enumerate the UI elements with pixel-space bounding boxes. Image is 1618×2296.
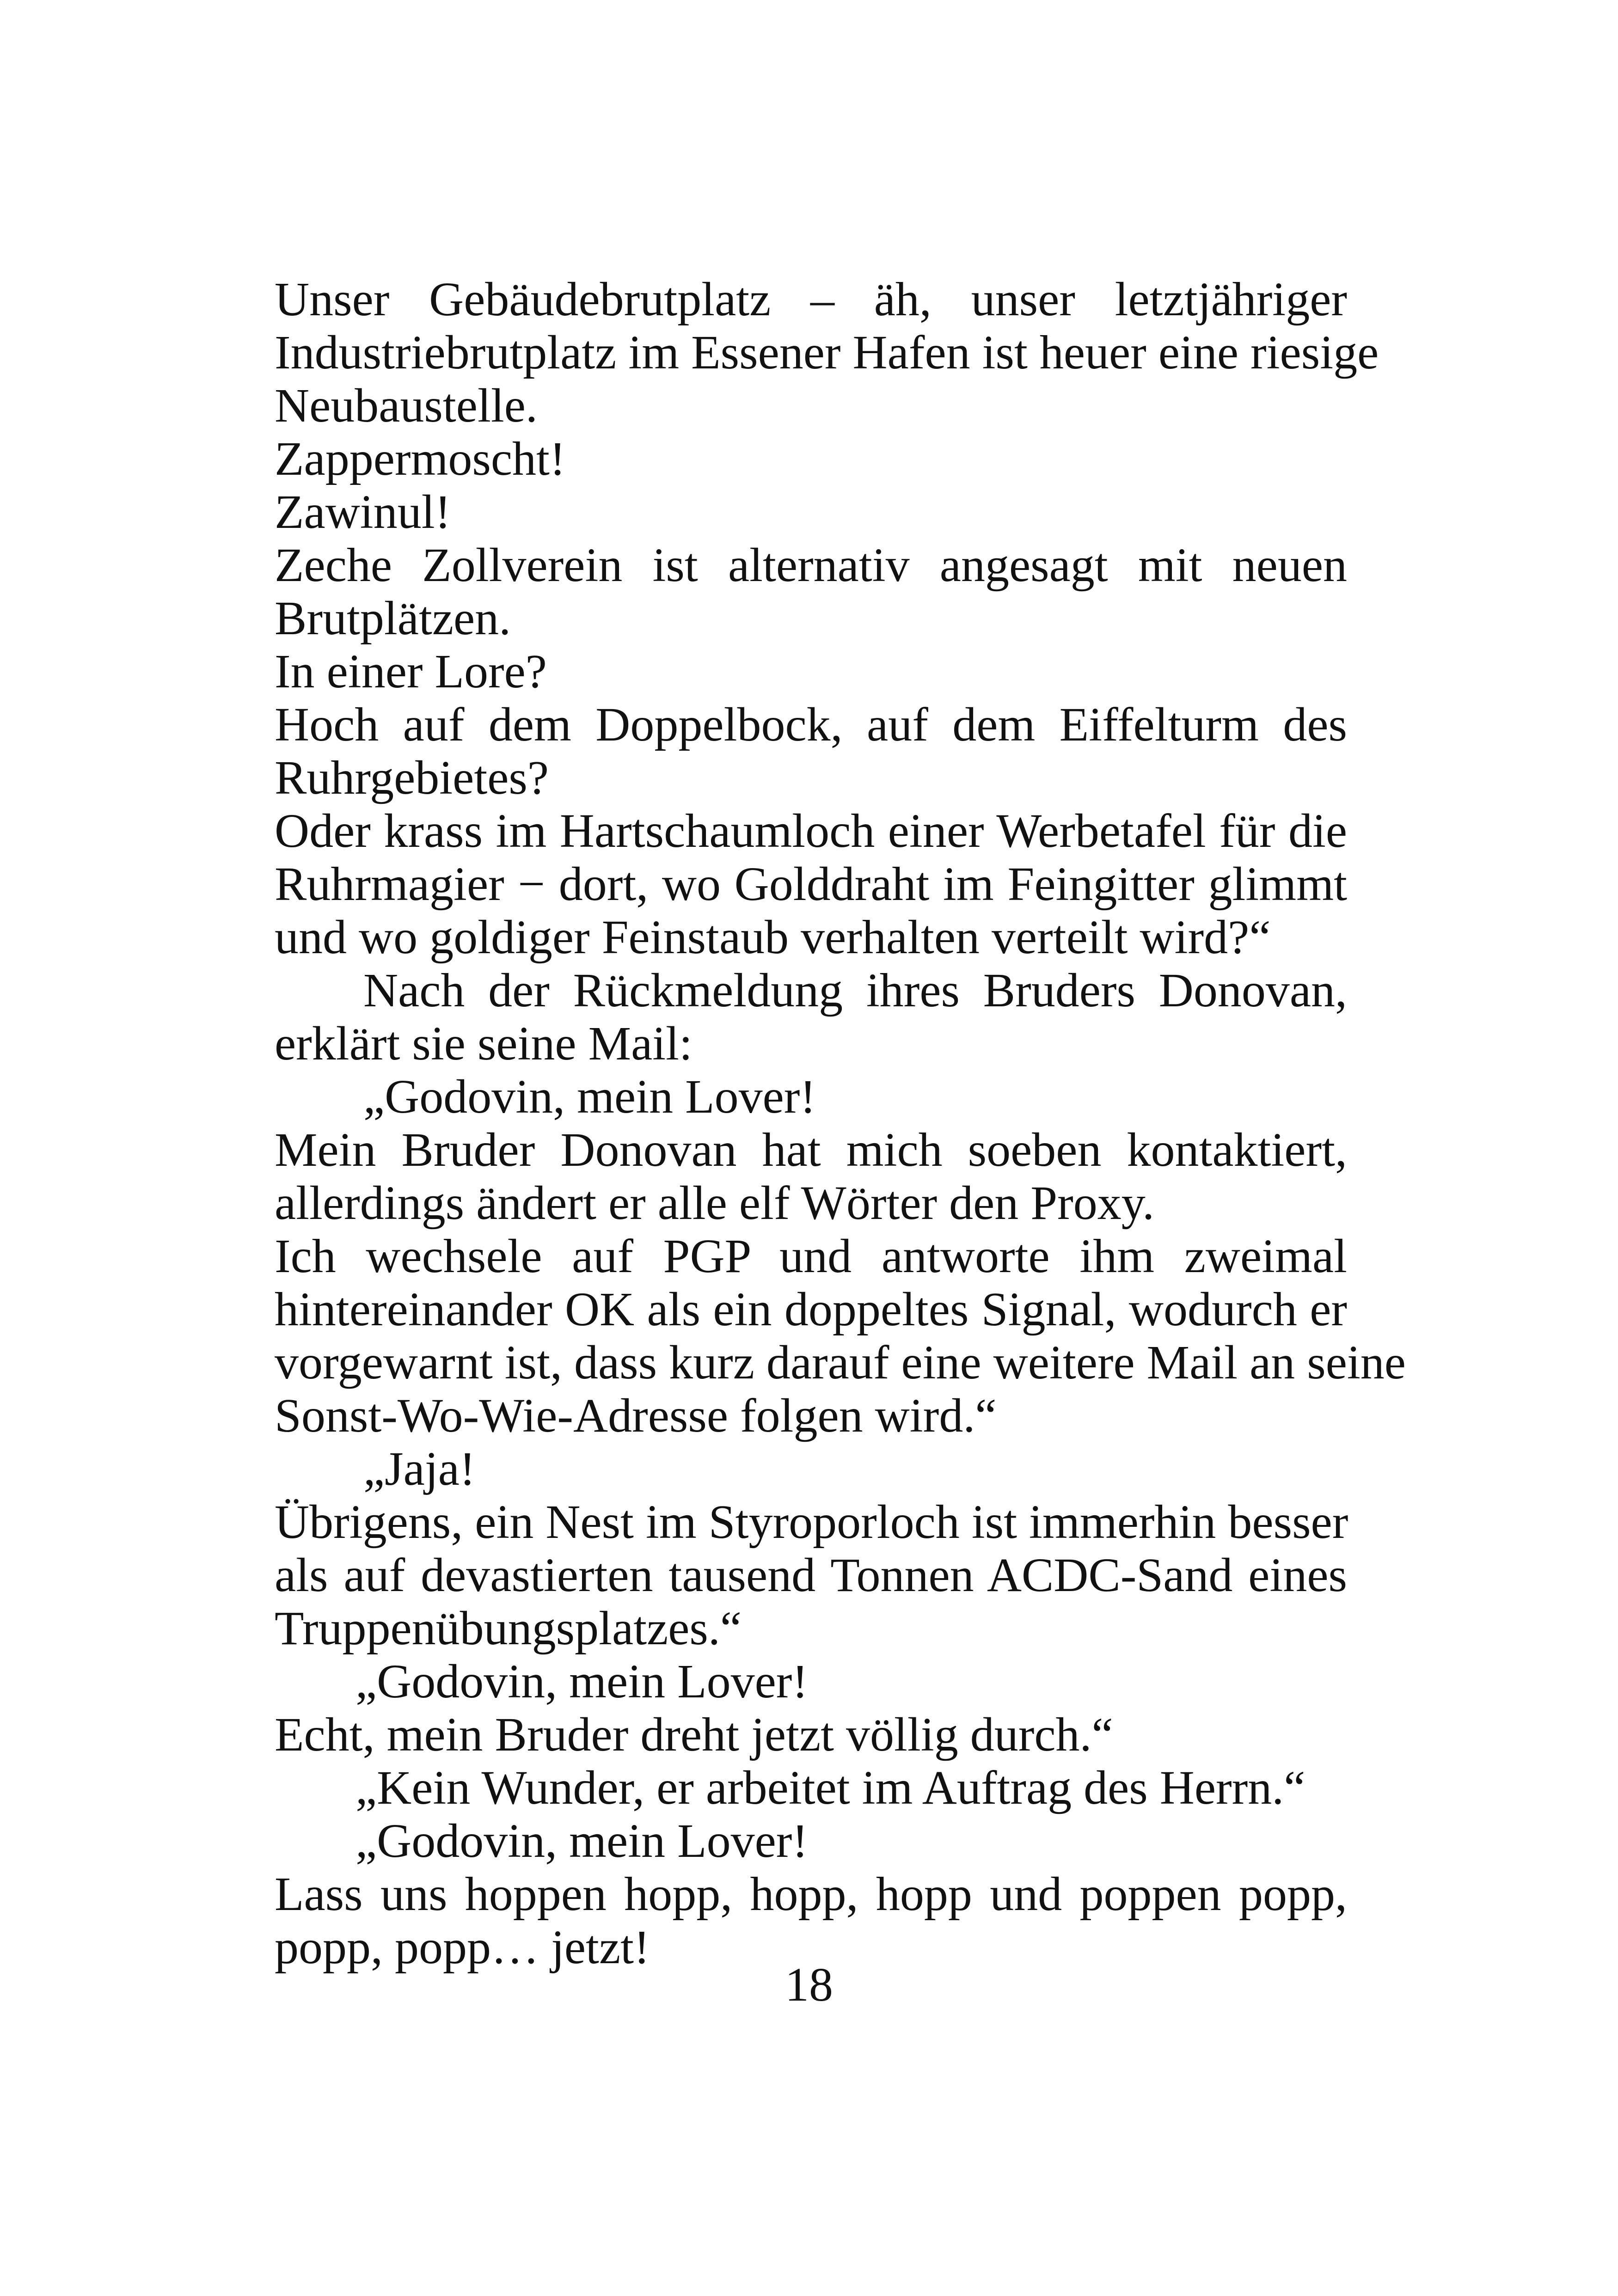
text-line: „Kein Wunder, er arbeitet im Auftrag des Herrn.“ (355, 1761, 1305, 1814)
text-line: Ruhrmagier − dort, wo Golddraht im Feingitter glimmt (275, 857, 1347, 911)
text-line: „Godovin, mein Lover! (355, 1814, 809, 1867)
text-line: „Jaja! (363, 1442, 476, 1495)
text-line: allerdings ändert er alle elf Wörter den Proxy. (275, 1176, 1155, 1230)
text-line: Industriebrutplatz im Essener Hafen ist heuer eine riesige (275, 326, 1379, 379)
text-line: erklärt sie seine Mail: (275, 1017, 693, 1070)
text-line: Truppenübungsplatzes.“ (275, 1602, 742, 1655)
text-line: Zawinul! (275, 485, 451, 539)
text-line: Ich wechsele auf PGP und antworte ihm zweimal (275, 1230, 1347, 1283)
text-line: als auf devastierten tausend Tonnen ACDC-Sand eines (275, 1549, 1347, 1602)
text-line: „Godovin, mein Lover! (363, 1070, 816, 1123)
text-line: Lass uns hoppen hopp, hopp, hopp und poppen popp, (275, 1867, 1347, 1921)
text-line: Mein Bruder Donovan hat mich soeben kontaktiert, (275, 1123, 1347, 1176)
text-line: Zappermoscht! (275, 432, 566, 485)
text-line: Ruhrgebietes? (275, 751, 549, 804)
text-line: Unser Gebäudebrutplatz – äh, unser letztjähriger (275, 273, 1347, 326)
text-line: Sonst-Wo-Wie-Adresse folgen wird.“ (275, 1389, 997, 1442)
text-line: „Godovin, mein Lover! (355, 1655, 809, 1708)
page-text (275, 273, 1406, 1974)
text-line: Nach der Rückmeldung ihres Bruders Donovan, (363, 964, 1347, 1017)
text-line: Zeche Zollverein ist alternativ angesagt mit neuen (275, 539, 1347, 592)
text-line: Oder krass im Hartschaumloch einer Werbetafel für die (275, 804, 1347, 857)
text-line: Übrigens, ein Nest im Styroporloch ist immerhin besser (275, 1495, 1348, 1549)
text-line: Echt, mein Bruder dreht jetzt völlig durch.“ (275, 1708, 1113, 1761)
text-line: hintereinander OK als ein doppeltes Signal, wodurch er (275, 1283, 1347, 1336)
text-line: und wo goldiger Feinstaub verhalten verteilt wird?“ (275, 911, 1271, 964)
text-line: Hoch auf dem Doppelbock, auf dem Eiffelturm des (275, 698, 1347, 751)
page-number: 18 (785, 1958, 833, 2011)
text-line: Brutplätzen. (275, 592, 511, 645)
text-line: In einer Lore? (275, 645, 547, 698)
text-line: vorgewarnt ist, dass kurz darauf eine weitere Mail an seine (275, 1336, 1406, 1389)
text-line: Neubaustelle. (275, 379, 538, 432)
text-line: popp, popp… jetzt! (275, 1921, 650, 1974)
